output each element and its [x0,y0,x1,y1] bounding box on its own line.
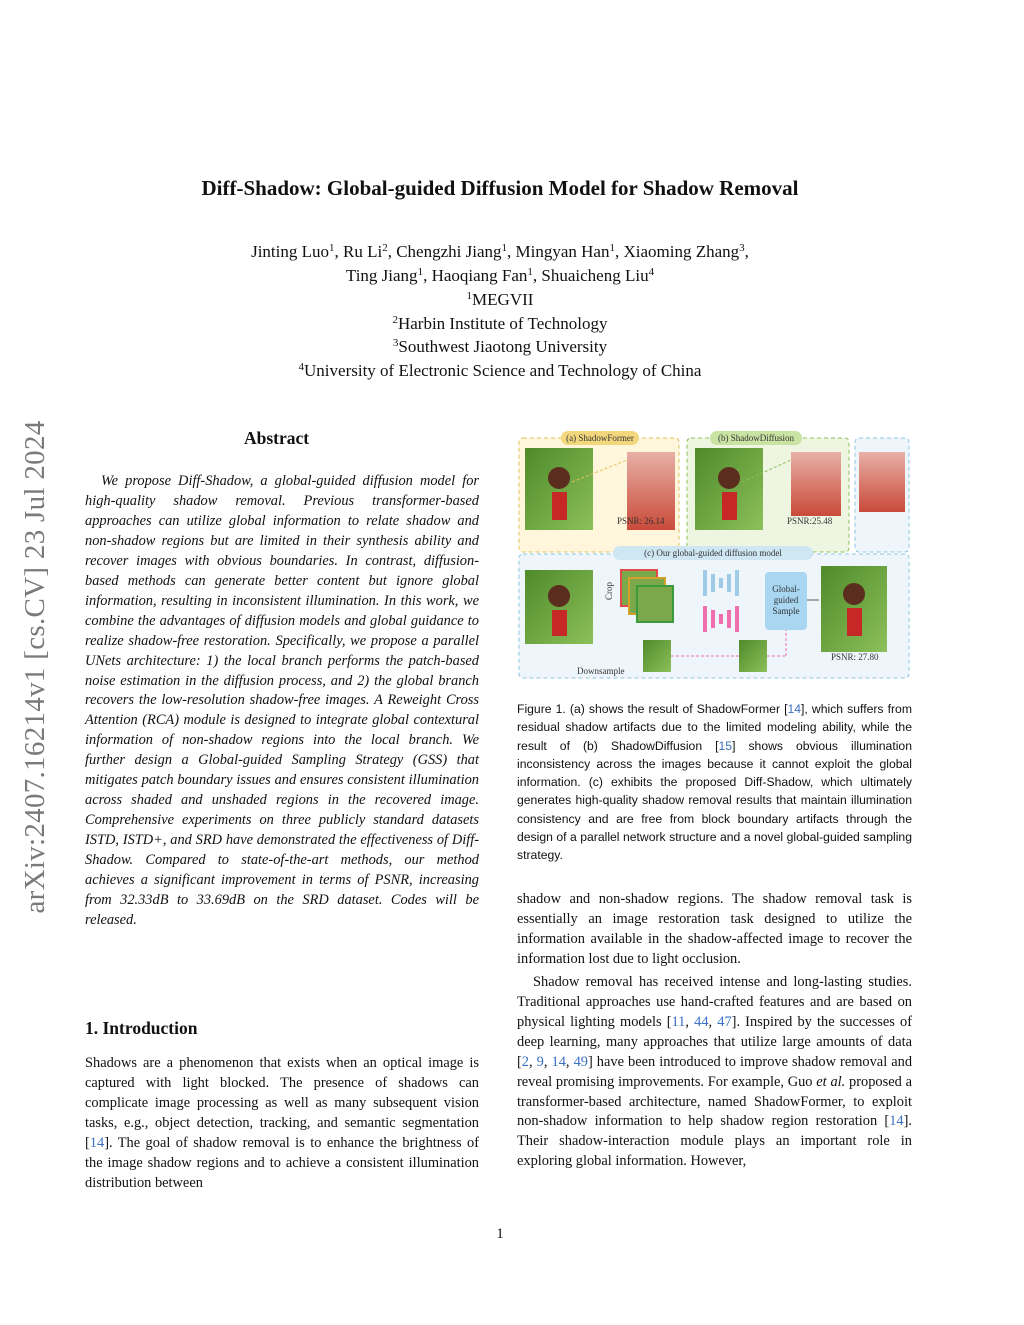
panel-b-psnr: PSNR:25.48 [787,516,833,526]
citation-link[interactable]: 49 [573,1053,588,1070]
author-name: Shuaicheng Liu [541,266,649,285]
author-name: Ting Jiang [345,266,418,285]
panel-a-psnr: PSNR: 26.14 [617,516,665,526]
citation-link[interactable]: 14 [787,702,802,716]
text-run: Figure 1. (a) shows the result of ShadowFormer [ [517,702,788,716]
citation-link[interactable]: 2 [521,1053,529,1070]
text-run: ]. Their shadow-interaction module plays an important role in exploring global information. However, [517,1113,912,1170]
text-run: ] have been introduced to improve shadow removal and reveal promising improvements. For example, Guo [517,1053,913,1090]
crop-label: Crop [604,582,614,600]
affiliation: $^4$University of Electronic Science and Technology of China [298,360,702,380]
crop-patches [637,586,673,622]
text-run: , [685,1013,695,1030]
citation-link[interactable]: 14 [89,1134,105,1151]
arxiv-stamp: arXiv:2407.16214v1 [cs.CV] 23 Jul 2024 [19,420,51,914]
text-run: Shadow removal has received intense and long-lasting studies. Traditional approaches use hand-crafted features and are based on physical lighting models [ [517,973,912,1030]
abstract-heading: Abstract [244,428,310,448]
text-run: ]. Inspired by the successes of deep learning, many approaches that utilize large amounts of data [ [517,1013,913,1070]
citation-link[interactable]: 11 [671,1013,686,1030]
author-affiliation-mark: 3 [739,242,745,254]
gss-label: guided [773,595,799,605]
citation-link[interactable]: 9 [536,1053,544,1070]
text-run: Shadows are a phenomenon that exists when an optical image is captured with light blocked. The presence of shadows can complicate image processing as well as many subsequent vision tasks, e.g., object detection, tracking, and semantic segmentation [ [85,1055,479,1151]
panel-a-label: (a) ShadowFormer [566,433,634,443]
author-name: Jinting Luo [251,242,330,261]
text-run: ], which suffers from residual shadow artifacts due to the limited modeling ability, while the result of (b) ShadowDiffusion [ [517,702,912,753]
intro-right-column [517,890,912,1172]
author-affiliation-mark: 1 [329,242,335,254]
gss-label: Global- [772,584,800,594]
author-affiliation-mark: 1 [527,266,533,278]
author-affiliation-mark: 2 [382,242,388,254]
downsample-label: Downsample [577,666,625,676]
author-name: Mingyan Han [515,242,610,261]
affiliation: $^3$Southwest Jiaotong University [392,337,608,356]
author-line-2: Ting Jiang$^1$, Haoqiang Fan$^1$, Shuaicheng Liu$^4$ [345,266,655,285]
intro-paragraph-1 [85,1054,479,1194]
author-affiliation-mark: 1 [417,266,424,278]
global-output-small [739,640,767,672]
intro-heading: 1. Introduction [85,1018,198,1038]
panel-b-zoom [791,452,841,516]
text-run: proposed a transformer-based architecture, named ShadowFormer, to exploit non-shadow information to help shadow region restoration [ [517,1073,912,1130]
author-affiliation-mark: 1 [501,242,508,254]
citation-link[interactable]: 47 [717,1013,732,1030]
affiliation: $^2$Harbin Institute of Technology [392,313,608,333]
panel-c-psnr: PSNR: 27.80 [831,652,879,662]
panel-c-label: (c) Our global-guided diffusion model [644,548,782,558]
author-affiliation-mark: 1 [609,242,615,254]
author-name: Xiaoming Zhang [623,242,740,261]
author-name: Haoqiang Fan [431,266,528,285]
intro-paragraph-2 [517,973,912,1173]
affiliation-list [60,288,940,382]
text-run: , [543,1053,552,1070]
author-name: Ru Li [343,242,383,261]
text-run: et al. [816,1073,846,1090]
affiliation: $^1$MEGVII [466,290,534,309]
downsample-small [643,640,671,672]
paper-title: Diff-Shadow: Global-guided Diffusion Model for Shadow Removal [201,176,799,200]
text-run: ]. The goal of shadow removal is to enhance the brightness of the image shadow regions and to achieve a consistent illumination distribution between [85,1134,479,1191]
author-name: Chengzhi Jiang [396,242,502,261]
abstract-text: We propose Diff-Shadow, a global-guided diffusion model for high-quality shadow removal. Previous transformer-based approaches can utilize global information to relate shadow and non-shadow regions but are limited in their synthesis ability and recover images with obvious boundaries. In contrast, diffusion-based methods can generate better content but ignore global information, resulting in inconsistent illumination. In this work, we combine the advantages of diffusion models and global guidance to realize shadow-free restoration. Specifically, we propose a parallel UNets architecture: 1) the local branch performs the patch-based noise estimation in the diffusion process, and 2) the global branch recovers the low-resolution shadow-free images. A Reweight Cross Attention (RCA) module is designed to integrate global contextural information of non-shadow regions into the local branch. We further design a Global-guided Sampling Strategy (GSS) that mitigates patch boundary issues and ensures consistent illumination across shaded and unshaded regions in the recovered image. Comprehensive experiments on three publicly standard datasets ISTD, ISTD+, and SRD have demonstrated the effectiveness of Diff-Shadow. Compared to state-of-the-art methods, our method achieves a significant improvement in terms of PSNR, increasing from 32.33dB to 33.69dB on the SRD dataset. Codes will be released. [85,473,479,928]
citation-link[interactable]: 15 [718,738,733,753]
text-run: , [708,1013,718,1030]
citation-link[interactable]: 14 [889,1113,904,1130]
citation-link[interactable]: 14 [551,1053,566,1070]
figure-1 [517,430,913,682]
text-run: ] shows obvious illumination inconsistency across the images because it cannot exploit the global information. (c) exhibits the proposed Diff-Shadow, which ultimately generates high-quality shadow removal results that maintain illumination consistency and are free from block boundary artifacts through the design of a parallel network structure and a novel global-guided sampling strategy. [517,738,912,863]
gss-label: Sample [772,606,800,616]
intro-paragraph-1-cont: shadow and non-shadow regions. The shadow removal task is essentially an image restoration task designed to utilize the information available in the shadow-affected image to recover the information lost due to light occlusion. [517,891,912,967]
author-affiliation-mark: 4 [648,266,655,278]
text-run: , [529,1053,537,1070]
citation-link[interactable]: 44 [694,1013,709,1030]
author-line-1: Jinting Luo$^1$, Ru Li$^2$, Chengzhi Jiang$^1$, Mingyan Han$^1$, Xiaoming Zhang$^3$, [251,242,749,261]
page-number: 1 [496,1226,504,1242]
text-run: , [565,1053,574,1070]
figure-caption [517,700,912,865]
panel-b-label: (b) ShadowDiffusion [717,433,795,443]
panel-c-zoom [859,452,905,512]
